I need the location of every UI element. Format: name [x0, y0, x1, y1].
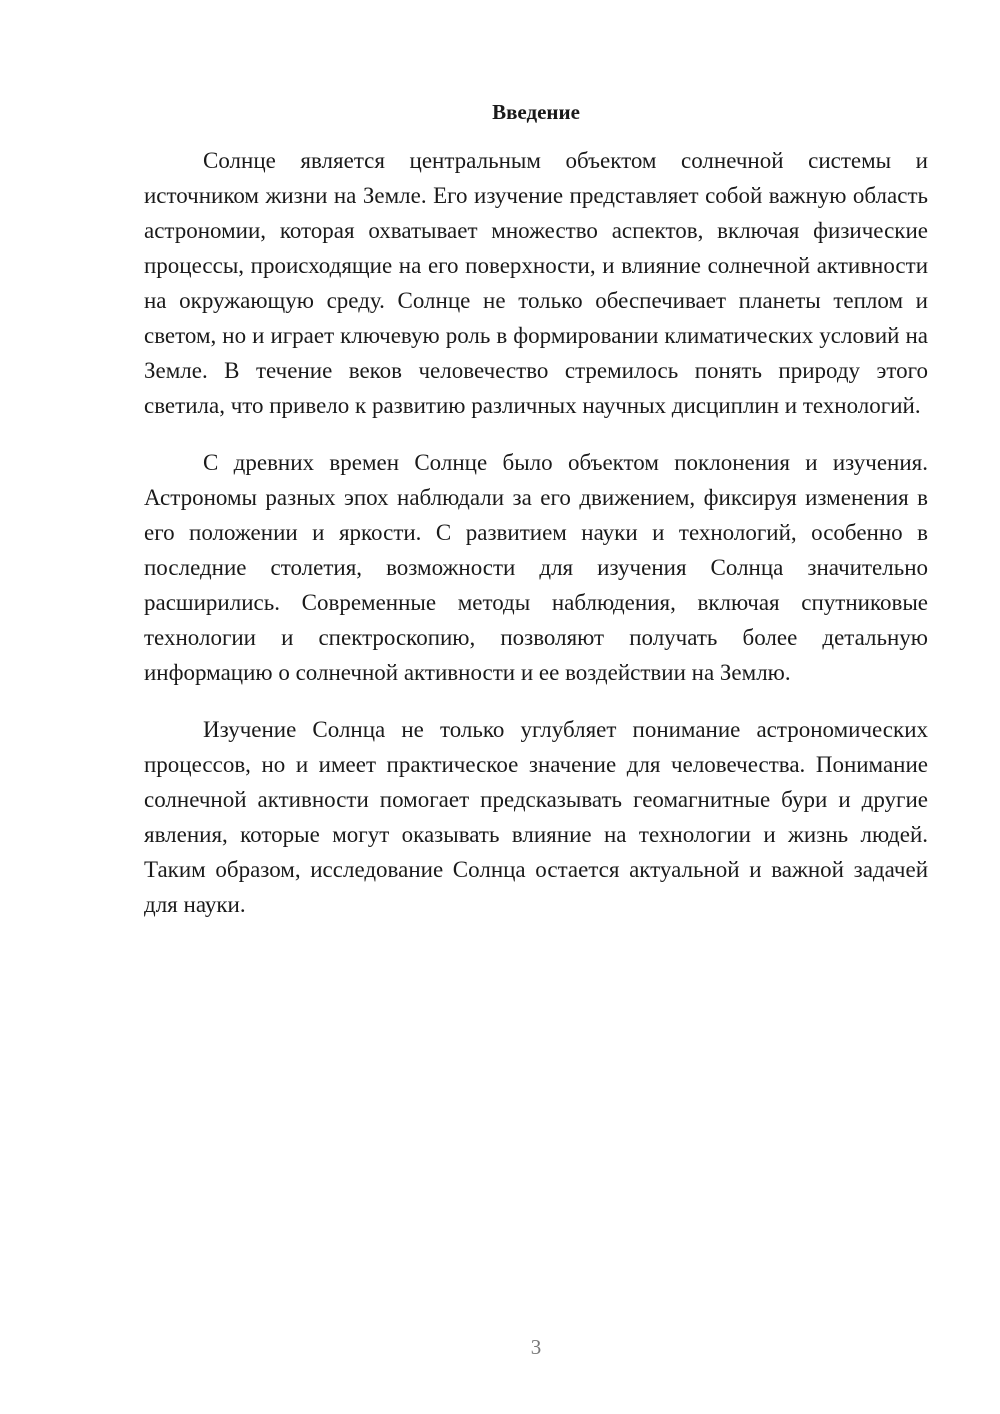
section-heading: Введение	[492, 100, 580, 124]
paragraph-2: С древних времен Солнце было объектом поклонения и изучения. Астрономы разных эпох наблюдали за его движением, фиксируя изменения в его положении и яркости. С развитием науки и технологий, особенно в последние столетия, возможности для изучения Солнца значительно расширились. Современные методы наблюдения, включая спутниковые технологии и спектроскопию, позволяют получать более детальную информацию о солнечной активности и ее воздействии на Землю.	[144, 450, 928, 685]
paragraph-3: Изучение Солнца не только углубляет понимание астрономических процессов, но и имеет практическое значение для человечества. Понимание солнечной активности помогает предсказывать геомагнитные бури и другие явления, которые могут оказывать влияние на технологии и жизнь людей. Таким образом, исследование Солнца остается актуальной и важной задачей для науки.	[144, 717, 928, 917]
paragraph-1: Солнце является центральным объектом солнечной системы и источником жизни на Земле. Его изучение представляет собой важную область астрономии, которая охватывает множество аспектов, включая физические процессы, происходящие на его поверхности, и влияние солнечной активности на окружающую среду. Солнце не только обеспечивает планеты теплом и светом, но и играет ключевую роль в формировании климатических условий на Земле. В течение веков человечество стремилось понять природу этого светила, что привело к развитию различных научных дисциплин и технологий.	[144, 148, 928, 418]
page-number: 3	[530, 1335, 542, 1359]
body-text	[144, 143, 928, 944]
